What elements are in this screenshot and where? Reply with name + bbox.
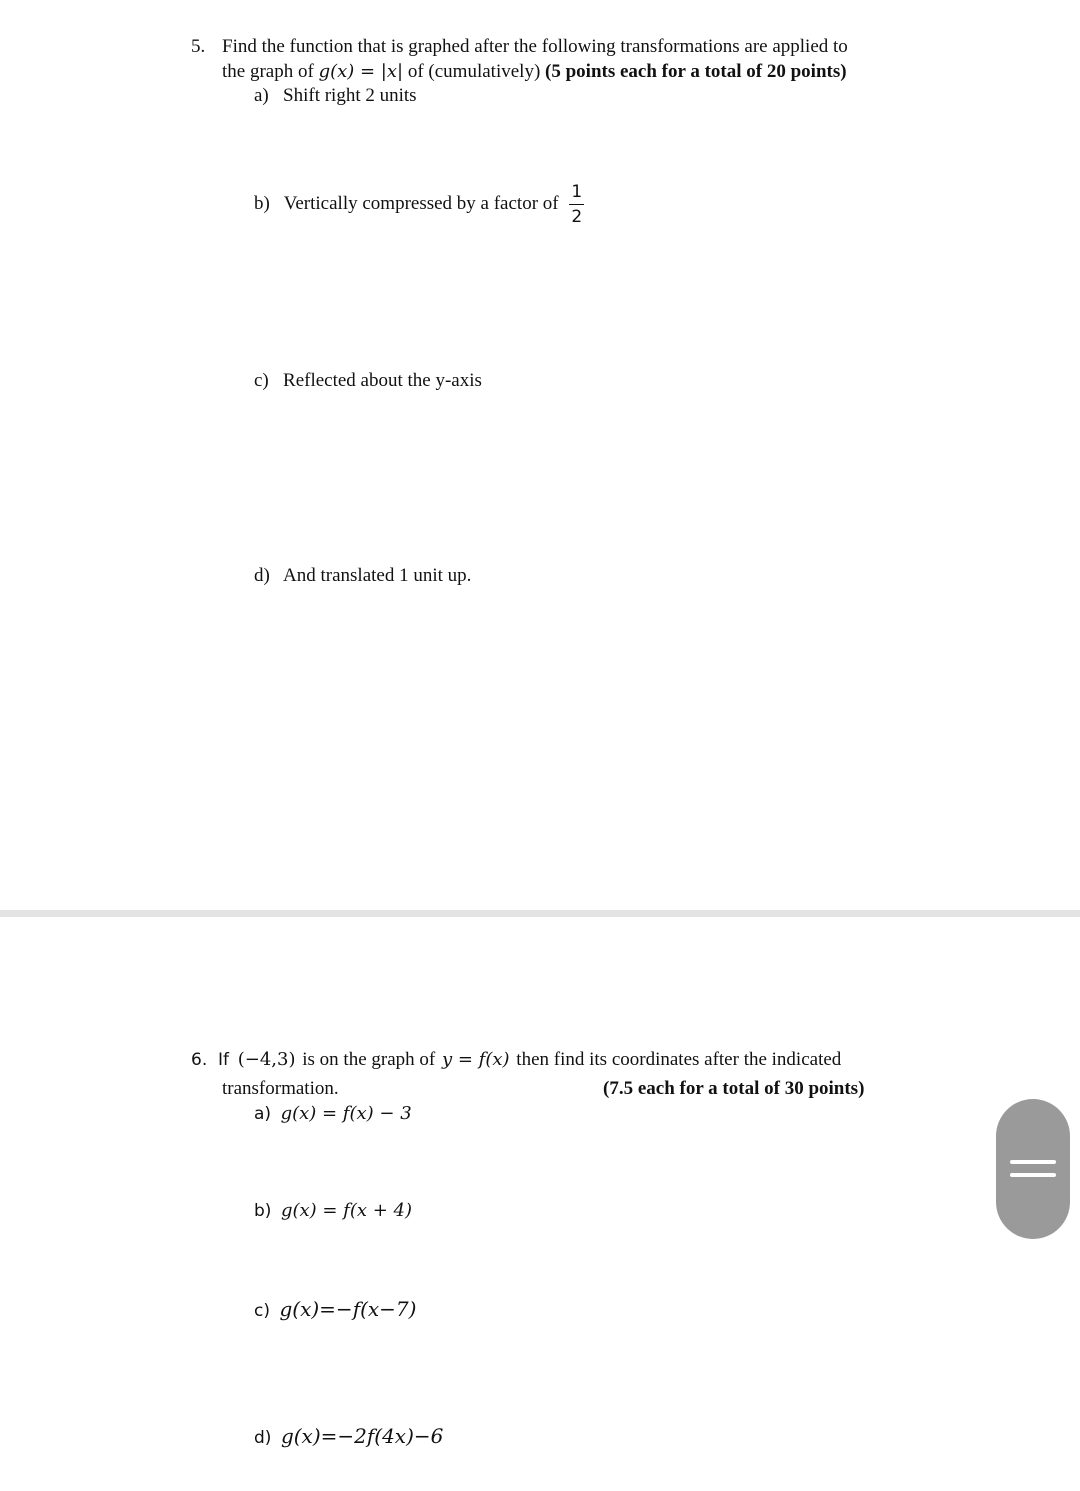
- part-label: a): [254, 85, 269, 106]
- fraction-numerator: 1: [571, 182, 583, 202]
- part-a: [254, 1102, 412, 1126]
- part-label: c): [254, 370, 269, 391]
- text-segment: of (cumulatively): [407, 61, 541, 82]
- fraction-bar: [569, 204, 584, 205]
- part-label: c): [254, 1301, 270, 1321]
- part-label: b): [254, 192, 270, 214]
- part-expression: g(x) = f(x) − 3: [280, 1103, 412, 1124]
- points-note: (7.5 each for a total of 30 points): [603, 1078, 865, 1099]
- fraction: [569, 182, 584, 227]
- points-note: (5 points each for a total of 20 points): [545, 61, 847, 82]
- part-c: [254, 1297, 416, 1323]
- function-equation: y = f(x): [441, 1049, 510, 1070]
- fraction-denominator: 2: [571, 207, 583, 227]
- part-d: [254, 564, 471, 588]
- part-label: d): [254, 1428, 272, 1448]
- part-b: [254, 1199, 412, 1223]
- part-text: Shift right 2 units: [283, 85, 417, 106]
- question-number: 5.: [191, 36, 206, 57]
- part-text: Vertically compressed by a factor of: [283, 192, 559, 214]
- page-divider: [0, 910, 1080, 917]
- grip-line-icon: [1010, 1173, 1056, 1177]
- part-a: [254, 84, 417, 108]
- text-segment: the graph of: [222, 61, 314, 82]
- text-segment: If: [217, 1050, 229, 1070]
- part-label: d): [254, 565, 270, 586]
- question-number: 6.: [191, 1050, 208, 1070]
- part-expression: g(x)=−f(x−7): [279, 1297, 417, 1321]
- part-expression: g(x) = f(x + 4): [280, 1200, 413, 1221]
- question-text-line2: [222, 60, 847, 84]
- grip-line-icon: [1010, 1160, 1056, 1164]
- part-b: [254, 182, 584, 227]
- question-text-line1: [191, 1048, 841, 1072]
- part-label: a): [254, 1104, 272, 1124]
- text-segment: is on the graph of: [302, 1049, 436, 1070]
- part-c: [254, 369, 482, 393]
- function-expression: g(x) = |x|: [318, 61, 404, 82]
- part-d: [254, 1424, 443, 1450]
- text-segment: then find its coordinates after the indicated: [516, 1049, 842, 1070]
- part-expression: g(x)=−2f(4x)−6: [280, 1424, 444, 1448]
- point-coordinates: (−4,3): [237, 1049, 296, 1070]
- question-text-line1: Find the function that is graphed after the following transformations are applied to: [222, 36, 848, 57]
- part-label: b): [254, 1201, 272, 1221]
- part-text: And translated 1 unit up.: [283, 565, 472, 586]
- question-text-line2: transformation.: [222, 1078, 339, 1099]
- part-text: Reflected about the y-axis: [283, 370, 482, 391]
- scroll-handle[interactable]: [996, 1099, 1070, 1239]
